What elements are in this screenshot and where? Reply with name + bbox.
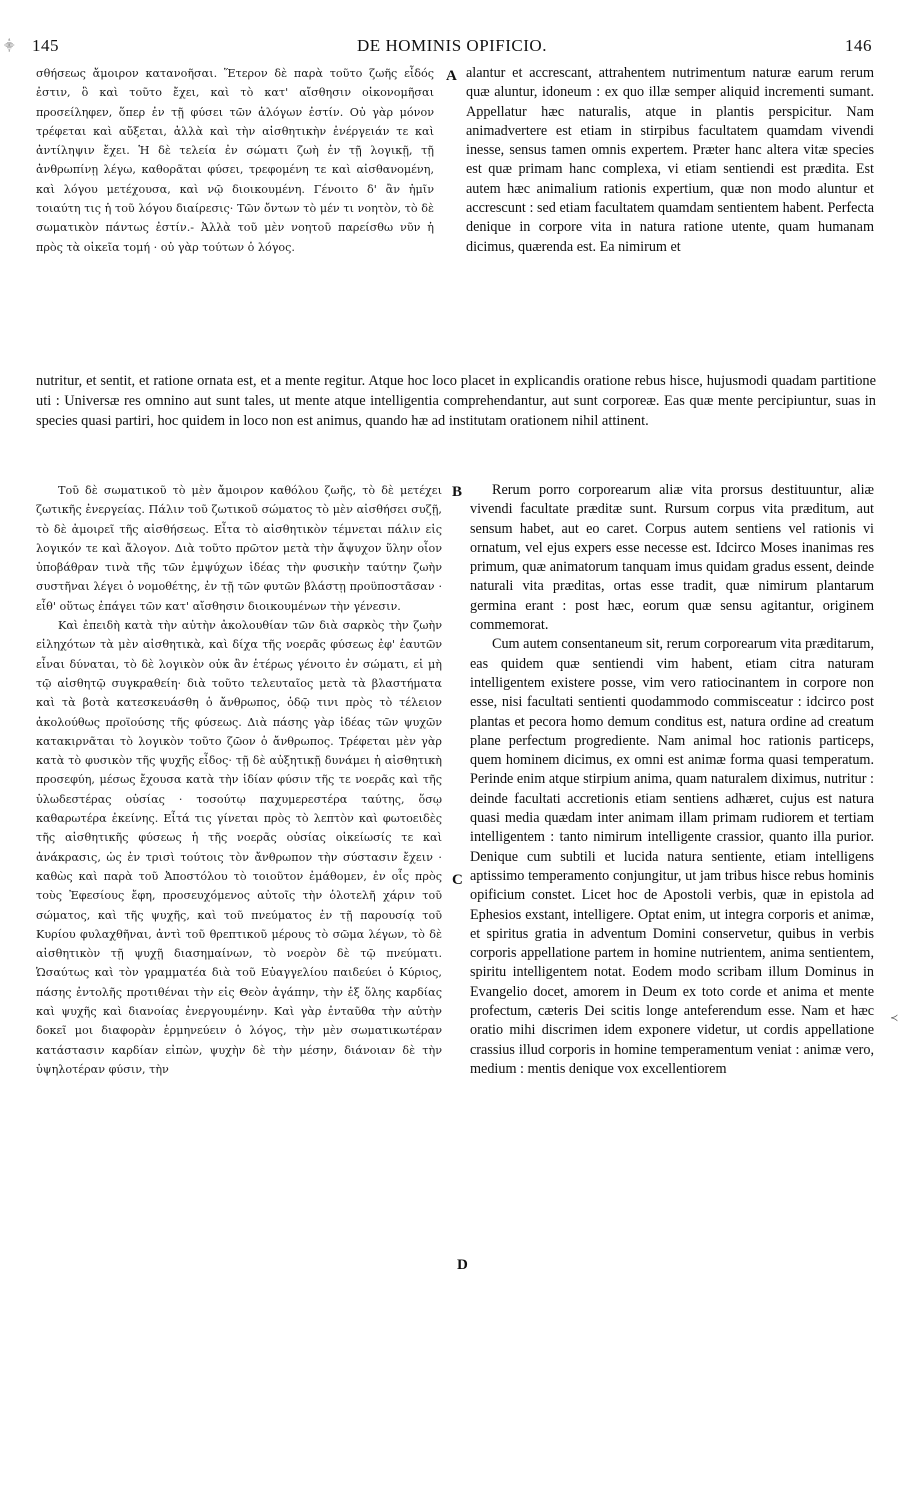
greek-paragraph: σθήσεως ἄμοιρον κατανοῆσαι. Ἕτερον δὲ παρὰ τοῦτο ζωῆς εἶδός ἐστιν, ὃ καὶ τοῦτο ἔχει, καὶ τὸ κατ' αἴσθησιν οἰκονομῆσαι προσείληφεν, ὅπερ ἐν τῇ φύσει τῶν ἀλόγων ἐστίν. Οὐ γὰρ μόνον τρέφεται καὶ αὔξεται, ἀλλὰ καὶ τὴν αἰσθητικὴν ἐνέργειάν τε καὶ ἀντίληψιν ἔχει. Ἡ δὲ τελεία ἐν σώματι ζωὴ ἐν τῇ λογικῇ, τῇ ἀνθρωπίνῃ λέγω, καθορᾶται φύσει, τρεφομένη τε καὶ αἰσθανομένη, καὶ λόγου μετέχουσα, καὶ νῷ διοικουμένη. Γένοιτο δ' ἂν ἡμῖν τοιαύτη τις ἡ τοῦ λόγου διαίρεσις· Τῶν ὄντων τὸ μέν τι νοητὸν, τὸ δὲ σωματικὸν πάντως ἐστίν.- Ἀλλὰ τοῦ μὲν νοητοῦ παρείσθω νῦν ἡ πρὸς τὰ οἰκεῖα τομή · οὐ γὰρ τούτων ὁ λόγος. <box>36 67 434 254</box>
latin-column-bottom <box>470 481 874 1481</box>
latin-paragraph: nutritur, et sentit, et ratione ornata est, et a mente regitur. Atque hoc loco placet in explicandis orationе rebus hisce, hujusmodi quadam partitione uti : Universæ res omnino aut sunt tales, ut mente atque intelligentia comprehendantur, aut sunt corporeæ. Eas quæ mente percipiuntur, suas in species quasi partiri, hoc quidem in loco non est animus, quando hæ ad institutam orationem nihil attinent. <box>36 373 876 429</box>
page-number-right: 146 <box>845 36 872 55</box>
running-header <box>32 36 872 60</box>
latin-paragraph: Cum autem consentaneum sit, rerum corporearum vita præditarum, eas quidem quæ sentiendi vim habent, etiam citra naturam intelligentem existere posse, vim vero ratiocinantem in corpore non esse, nisi facultati sentienti quodammodo commisceatur : idcirco post plantas et pecora homo demum conditus est, natura ordine ad creatum plane perfectum progrediente. Nam animal hoc rationis particeps, quem hominem dicimus, ex omni est animæ forma quasi temperatum. Perinde enim atque stirpium anima, quam naturalem diximus, nutritur : deinde facultati accretionis etiam sentiens adhæret, cujus est natura quasi media quædam inter animam illam primam rudiorem et tertiam intelligentem : tanto nimirum intelligente crassior, quanto illa purior. Denique cum subtili et lucida natura sentiente, etiam intelligens aptissimo temperamento conjungitur, ut jam tribus hisce rebus hominis opificium constet. Licet hoc de Apostoli verbis, quæ in epistola ad Ephesios exstant, intelligere. Optat enim, ut integra corporis et animæ, et spiritus gratia in adventum Domini conservetur, quibus in verbis corporis appellatione partem in homine nutrientem, anima sentientem, spiritu intelligentem notat. Eodem modo scribam illum Dominus in Evangelio docet, amorem in Deum ex toto corde et anima et mente profectum, cæteris Dei scitis longe anteferendum esse. Nam et hæc oratio mihi discrimen idem exponere videtur, ut cordis appellatione crassius illud corporis in homine temperamentum veniat : animæ vero, medium : mentis denique vox excellentiorem <box>470 636 874 1077</box>
latin-paragraph: alantur et accrescant, attrahentem nutrimentum naturæ earum rerum quæ aluntur, idoneum : ex quo illæ semper aliquid incrementi sumant. Appellatur hæc naturalis, atque in plantis perspicitur. Nam animadvertere est etiam in stirpibus facultatem quamdam vivendi inesse, sensus tamen omnis expertem. Præter hanc altera vitæ species est quæ primam hanc complexa, vi etiam sentiendi est prædita. Est autem hæc animalium rationis expertium, quæ non modo aluntur et accrescunt : sed etiam facultatem quamdam sentientem habent. Perfecta denique in corpore vita in natura ratione utente, quam humanam dicimus, quærenda est. Ea nimirum et <box>466 65 874 255</box>
latin-full-width-paragraph <box>36 372 876 456</box>
greek-paragraph: Τοῦ δὲ σωματικοῦ τὸ μὲν ἄμοιρον καθόλου ζωῆς, τὸ δὲ μετέχει ζωτικῆς ἐνεργείας. Πάλιν τοῦ ζωτικοῦ σώματος τὸ μὲν αἰσθήσει συζῇ, τὸ δὲ ἀμοιρεῖ τῆς αἰσθήσεως. Εἶτα τὸ αἰσθητικὸν τέμνεται πάλιν εἰς λογικόν τε καὶ ἄλογον. Διὰ τοῦτο πρῶτον μετὰ τὴν ἄψυχον ὕλην οἷον ὑποβάθραν τινὰ τῆς τῶν ἐμψύχων ἰδέας τὴν φυσικὴν ταύτην ζωὴν συστῆναι λέγει ὁ νομοθέτης, ἐν τῇ τῶν φυτῶν βλάστῃ προϋποστᾶσαν · εἶθ' οὕτως ἐπάγει τῶν κατ' αἴσθησιν διοικουμένων τὴν γένεσιν. <box>36 484 442 613</box>
section-marker-a: A <box>446 68 457 84</box>
latin-column-top <box>466 64 874 374</box>
right-margin-mark: ≺ <box>890 1013 899 1024</box>
page-number-left: 145 <box>32 36 59 55</box>
greek-column-top <box>36 64 434 374</box>
left-margin-mark: ⸎ <box>4 41 15 52</box>
greek-column-bottom <box>36 481 442 1481</box>
section-marker-d: D <box>457 1257 468 1273</box>
section-marker-b: B <box>452 484 463 500</box>
greek-paragraph: Καὶ ἐπειδὴ κατὰ τὴν αὐτὴν ἀκολουθίαν τῶν διὰ σαρκὸς τὴν ζωὴν εἰληχότων τὰ μὲν αἰσθητικὰ, καὶ δίχα τῆς νοερᾶς φύσεως ἐφ' ἑαυτῶν εἶναι δύναται, τὸ δὲ λογικὸν οὐκ ἂν ἑτέρως γένοιτο ἐν σώματι, εἰ μὴ τῷ αἰσθητῷ συγκραθείη· διὰ τοῦτο τελευταῖος μετὰ τὰ βλαστήματα καὶ τὰ βοτὰ κατεσκευάσθη ὁ ἄνθρωπος, ὁδῷ τινι πρὸς τὸ τέλειον ἀκολούθως προϊούσης τῆς φύσεως. Διὰ πάσης γὰρ ἰδέας τῶν ψυχῶν κατακιρνᾶται τὸ λογικὸν τοῦτο ζῶον ὁ ἄνθρωπος. Τρέφεται μὲν γὰρ κατὰ τὸ φυσικὸν τῆς ψυχῆς εἶδος· τῇ δὲ αὐξητικῇ δυνάμει ἡ αἰσθητικὴ προσεφύη, μέσως ἔχουσα κατὰ τὴν ἰδίαν φύσιν τῆς τε νοερᾶς καὶ τῆς ὑλωδεστέρας οὐσίας · τοσούτῳ παχυμερεστέρα ταύτης, ὅσῳ καθαρωτέρα ἐκείνης. Εἶτά τις γίνεται πρὸς τὸ λεπτὸν καὶ φωτοειδὲς τῆς αἰσθητικῆς φύσεως ἡ τῆς νοερᾶς οὐσίας οἰκείωσίς τε καὶ ἀνάκρασις, ὡς ἐν τρισὶ τούτοις τὸν ἄνθρωπον τὴν σύστασιν ἔχειν · καθὼς καὶ παρὰ τοῦ Ἀποστόλου τὸ τοιοῦτον ἐμάθομεν, ἐν οἷς πρὸς τοὺς Ἐφεσίους ἔφη, προσευχόμενος αὐτοῖς τὴν ὁλοτελῆ χάριν τοῦ σώματος, καὶ τῆς ψυχῆς, καὶ τοῦ πνεύματος ἐν τῇ παρουσίᾳ τοῦ Κυρίου φυλαχθῆναι, ἀντὶ τοῦ θρεπτικοῦ μέρους τὸ σῶμα λέγων, τὸ δὲ αἰσθητικὸν τῇ ψυχῇ διασημαίνων, τὸ νοερὸν δὲ τῷ πνεύματι. Ὡσαύτως καὶ τὸν γραμματέα διὰ τοῦ Εὐαγγελίου παιδεύει ὁ Κύριος, πάσης ἐντολῆς προτιθέναι τὴν εἰς Θεὸν ἀγάπην, τὴν ἐξ ὅλης καρδίας καὶ ψυχῆς καὶ διανοίας ἐνεργουμένην. Καὶ γὰρ ἐνταῦθα τὴν αὐτὴν δοκεῖ μοι διαφορὰν ἑρμηνεύειν ὁ λόγος, τὴν μὲν σωματικωτέραν κατάστασιν καρδίαν εἰπὼν, ψυχὴν δὲ τὴν μέσην, διάνοιαν δὲ τὴν ὑψηλοτέραν φύσιν, τὴν <box>36 619 442 1076</box>
running-title: DE HOMINIS OPIFICIO. <box>357 36 547 55</box>
section-marker-c: C <box>452 872 463 888</box>
latin-paragraph: Rerum porro corporearum aliæ vita prorsus destituuntur, aliæ vivendi facultate præditæ sunt. Rursum corpus vita præditum, aut sensum habet, aut eo caret. Corpus autem sentiens vel rationis vi ornatum, vel ejus expers esse necesse est. Idcirco Moses inanimas res primum, quæ animatorum tanquam imus quidam gradus essent, deinde naturali vita præditas, ortas esse tradit, quæ nimirum plantarum germina erant : post hæc, eorum quæ sensu agitantur, originem commemorat. <box>470 482 874 634</box>
